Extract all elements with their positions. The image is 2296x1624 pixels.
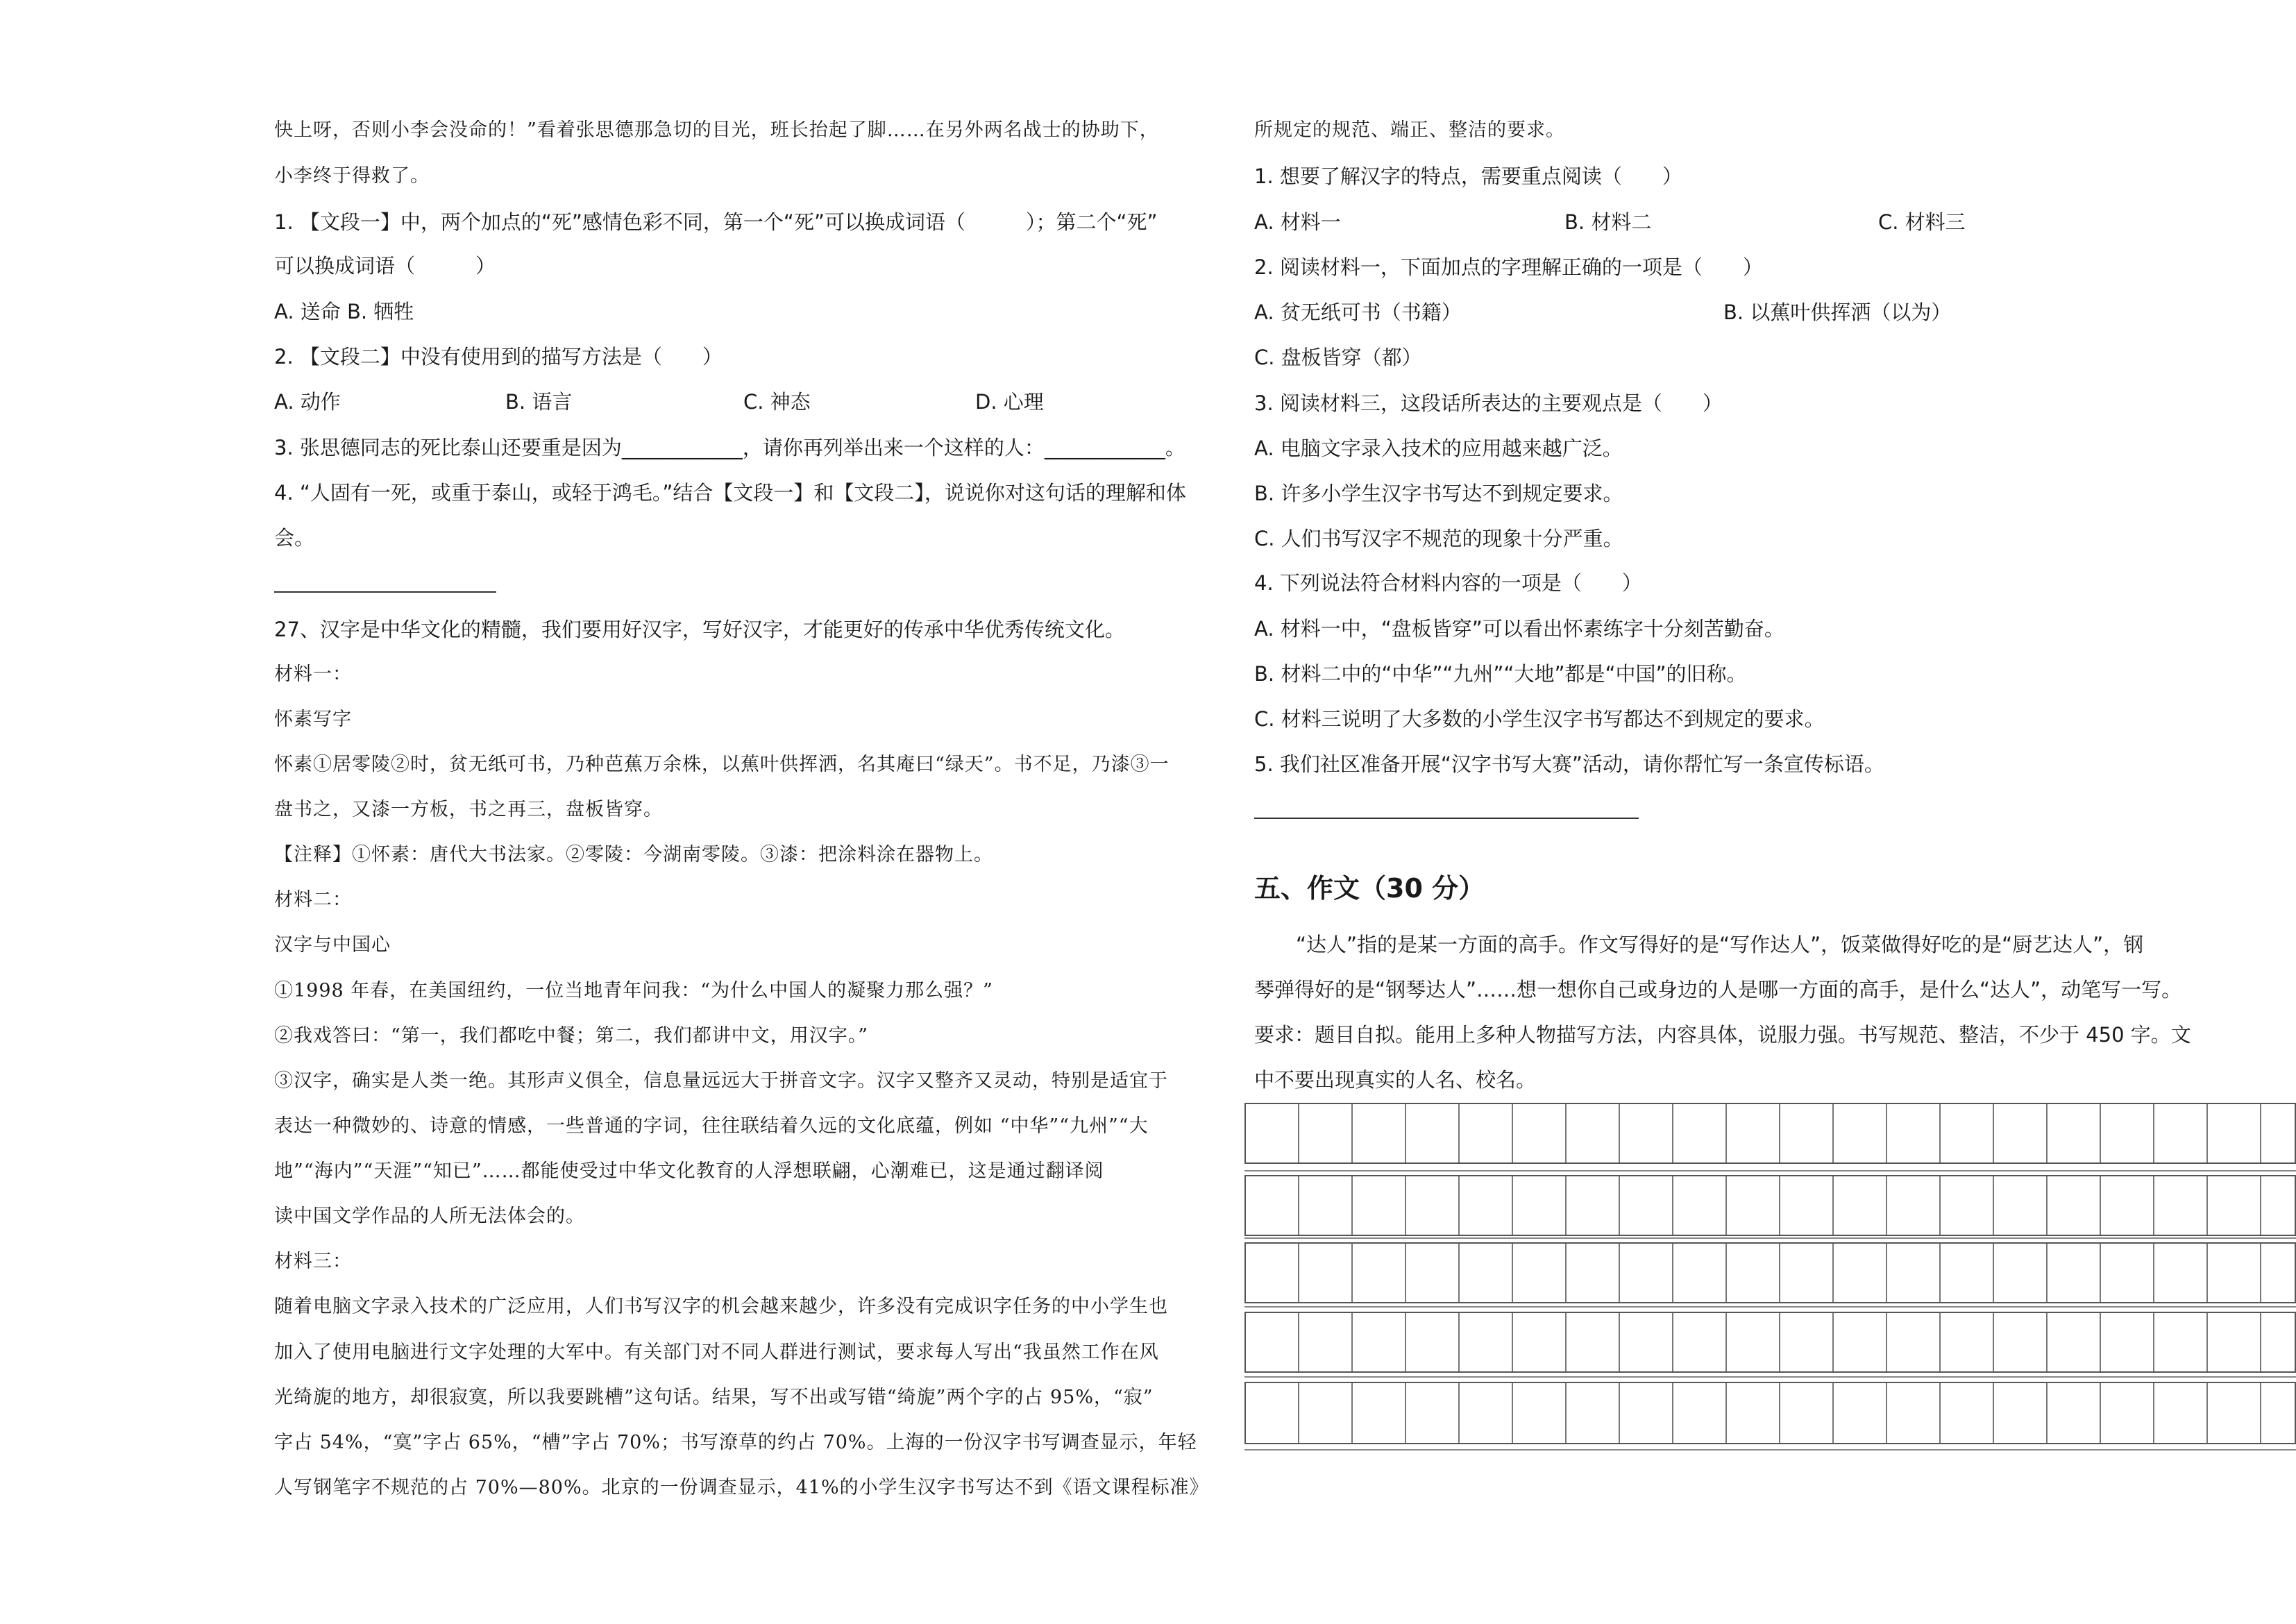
- grid-cell[interactable]: [1994, 1244, 2048, 1302]
- question-27: 27、汉字是中华文化的精髓，我们要用好汉字，写好汉字，才能更好的传承中华优秀传统文化。: [274, 618, 1125, 641]
- grid-cell[interactable]: [1353, 1176, 1406, 1235]
- material-2-text: 地”“海内”“天涯”“知已”……都能使受过中华文化教育的人浮想联翩，心潮难已，这是通过翻译阅: [274, 1160, 1104, 1182]
- grid-cell[interactable]: [1406, 1104, 1460, 1162]
- question-4-option: C. 材料三说明了大多数的小学生汉字书写都达不到规定的要求。: [1254, 707, 1825, 731]
- grid-cell[interactable]: [1941, 1313, 1994, 1371]
- grid-cell[interactable]: [1994, 1313, 2048, 1371]
- grid-cell[interactable]: [1834, 1383, 1887, 1443]
- question-1-option: B. 材料二: [1564, 210, 1652, 234]
- question-1: 1. 【文段一】中，两个加点的“死”感情色彩不同，第一个“死”可以换成词语（ ）；第二个“死”: [274, 210, 1158, 234]
- grid-cell[interactable]: [1299, 1313, 1353, 1371]
- grid-cell[interactable]: [1246, 1383, 1299, 1443]
- question-3: 3. 张思德同志的死比泰山还要重是因为____________，请你再列举出来一个这样的人：____________。: [274, 436, 1185, 459]
- grid-divider: [1244, 1170, 2296, 1172]
- grid-divider: [1244, 1306, 2296, 1308]
- grid-cell[interactable]: [1460, 1244, 1513, 1302]
- material-2-text: ②我戏答曰：“第一，我们都吃中餐；第二，我们都讲中文，用汉字。”: [274, 1025, 869, 1047]
- grid-cell[interactable]: [1780, 1244, 1834, 1302]
- grid-cell[interactable]: [1620, 1313, 1673, 1371]
- grid-cell[interactable]: [1513, 1176, 1567, 1235]
- section-heading: 五、作文（30 分）: [1254, 873, 1485, 904]
- question-5: 5. 我们社区准备开展“汉字书写大赛”活动，请你帮忙写一条宣传标语。: [1254, 752, 1884, 776]
- grid-cell[interactable]: [2208, 1313, 2261, 1371]
- grid-cell[interactable]: [2208, 1104, 2261, 1162]
- grid-cell[interactable]: [2208, 1383, 2261, 1443]
- grid-cell[interactable]: [1567, 1313, 1620, 1371]
- grid-cell[interactable]: [1727, 1176, 1780, 1235]
- grid-cell[interactable]: [1620, 1176, 1673, 1235]
- grid-cell[interactable]: [2101, 1313, 2154, 1371]
- grid-row[interactable]: [1244, 1175, 2296, 1236]
- grid-cell[interactable]: [2154, 1383, 2208, 1443]
- grid-cell[interactable]: [1780, 1383, 1834, 1443]
- grid-cell[interactable]: [1673, 1176, 1727, 1235]
- grid-divider: [1244, 1237, 2296, 1239]
- grid-cell[interactable]: [1406, 1244, 1460, 1302]
- question-3-option: A. 电脑文字录入技术的应用越来越广泛。: [1254, 437, 1623, 460]
- grid-cell[interactable]: [1353, 1104, 1406, 1162]
- material-1-text: 盘书之，又漆一方板，书之再三，盘板皆穿。: [274, 799, 663, 820]
- grid-cell[interactable]: [1673, 1383, 1727, 1443]
- grid-cell[interactable]: [1406, 1383, 1460, 1443]
- grid-cell[interactable]: [1887, 1104, 1941, 1162]
- grid-cell[interactable]: [1353, 1383, 1406, 1443]
- grid-cell[interactable]: [1299, 1244, 1353, 1302]
- question-3-option: B. 许多小学生汉字书写达不到规定要求。: [1254, 482, 1623, 505]
- grid-cell[interactable]: [1887, 1176, 1941, 1235]
- grid-cell[interactable]: [1780, 1313, 1834, 1371]
- grid-cell[interactable]: [1246, 1244, 1299, 1302]
- grid-cell[interactable]: [1353, 1313, 1406, 1371]
- material-2-text: 表达一种微妙的、诗意的情感，一些普通的字词，往往联结着久远的文化底蕴，例如 “中华”“九州”“大: [274, 1115, 1149, 1137]
- grid-cell[interactable]: [1246, 1176, 1299, 1235]
- question-2: 2. 【文段二】中没有使用到的描写方法是（ ）: [274, 345, 723, 369]
- material-1-label: 材料一：: [274, 663, 352, 685]
- passage-continuation: 所规定的规范、端正、整洁的要求。: [1254, 119, 1565, 141]
- grid-cell[interactable]: [1941, 1176, 1994, 1235]
- grid-cell[interactable]: [1887, 1383, 1941, 1443]
- grid-cell[interactable]: [2048, 1383, 2101, 1443]
- question-1-cont: 可以换成词语（ ）: [274, 254, 496, 278]
- grid-row[interactable]: [1244, 1103, 2296, 1164]
- question-4-cont: 会。: [274, 526, 315, 550]
- grid-cell[interactable]: [1460, 1383, 1513, 1443]
- grid-cell[interactable]: [2101, 1104, 2154, 1162]
- grid-cell[interactable]: [2208, 1244, 2261, 1302]
- grid-cell[interactable]: [2154, 1104, 2208, 1162]
- grid-cell[interactable]: [1567, 1244, 1620, 1302]
- material-1-title: 怀素写字: [274, 709, 352, 730]
- grid-cell[interactable]: [1567, 1383, 1620, 1443]
- question-1-option: A. 材料一: [1254, 210, 1341, 234]
- grid-cell[interactable]: [1834, 1313, 1887, 1371]
- grid-cell[interactable]: [1673, 1313, 1727, 1371]
- grid-cell[interactable]: [2208, 1176, 2261, 1235]
- grid-cell[interactable]: [1567, 1176, 1620, 1235]
- grid-cell[interactable]: [1406, 1176, 1460, 1235]
- grid-cell[interactable]: [1727, 1244, 1780, 1302]
- question-3: 3. 阅读材料三，这段话所表达的主要观点是（ ）: [1254, 391, 1723, 415]
- question-4-option: A. 材料一中，“盘板皆穿”可以看出怀素练字十分刻苦勤奋。: [1254, 617, 1784, 641]
- grid-cell[interactable]: [2048, 1313, 2101, 1371]
- grid-cell[interactable]: [1299, 1383, 1353, 1443]
- material-3-text: 光绮旎的地方，却很寂寞，所以我要跳槽”这句话。结果，写不出或写错“绮旎”两个字的占 95%，“寂”: [274, 1387, 1154, 1408]
- grid-cell[interactable]: [2048, 1176, 2101, 1235]
- material-1-text: 怀素①居零陵②时，贫无纸可书，乃种芭蕉万余株，以蕉叶供挥洒，名其庵曰“绿天”。书不足，乃漆③一: [274, 754, 1170, 775]
- material-2-label: 材料二：: [274, 889, 352, 911]
- essay-prompt: “达人”指的是某一方面的高手。作文写得好的是“写作达人”，饭菜做得好吃的是“厨艺达人”，钢: [1296, 933, 2144, 956]
- grid-cell[interactable]: [2154, 1244, 2208, 1302]
- grid-cell[interactable]: [1513, 1104, 1567, 1162]
- grid-cell[interactable]: [1887, 1313, 1941, 1371]
- grid-cell[interactable]: [1727, 1313, 1780, 1371]
- grid-cell[interactable]: [1780, 1176, 1834, 1235]
- grid-cell[interactable]: [2154, 1176, 2208, 1235]
- grid-divider: [1244, 1449, 2296, 1450]
- grid-cell[interactable]: [1406, 1313, 1460, 1371]
- grid-cell[interactable]: [1780, 1104, 1834, 1162]
- grid-cell[interactable]: [1460, 1313, 1513, 1371]
- question-4: 4. 下列说法符合材料内容的一项是（ ）: [1254, 571, 1642, 595]
- question-3-option: C. 人们书写汉字不规范的现象十分严重。: [1254, 527, 1623, 550]
- grid-cell[interactable]: [1246, 1104, 1299, 1162]
- grid-cell[interactable]: [1994, 1383, 2048, 1443]
- grid-divider: [1244, 1376, 2296, 1378]
- grid-row[interactable]: [1244, 1242, 2296, 1303]
- grid-row[interactable]: [1244, 1312, 2296, 1373]
- grid-cell[interactable]: [1353, 1244, 1406, 1302]
- question-1-options: A. 送命 B. 牺牲: [274, 300, 414, 323]
- grid-cell[interactable]: [2101, 1176, 2154, 1235]
- material-3-text: 字占 54%，“寞”字占 65%，“槽”字占 70%；书写潦草的约占 70%。上海的一份汉字书写调查显示，年轻: [274, 1432, 1197, 1453]
- question-4-option: B. 材料二中的“中华”“九州”“大地”都是“中国”的旧称。: [1254, 662, 1747, 686]
- grid-cell[interactable]: [1834, 1176, 1887, 1235]
- material-2-text: ①1998 年春，在美国纽约，一位当地青年问我：“为什么中国人的凝聚力那么强？”: [274, 980, 993, 1001]
- question-1: 1. 想要了解汉字的特点，需要重点阅读（ ）: [1254, 164, 1682, 188]
- grid-cell[interactable]: [1941, 1104, 1994, 1162]
- grid-cell[interactable]: [2048, 1244, 2101, 1302]
- essay-requirements: 要求：题目自拟。能用上多种人物描写方法，内容具体，说服力强。书写规范、整洁，不少于 450 字。文: [1254, 1023, 2191, 1047]
- grid-cell[interactable]: [1513, 1244, 1567, 1302]
- grid-cell[interactable]: [1246, 1313, 1299, 1371]
- grid-cell[interactable]: [1460, 1104, 1513, 1162]
- material-3-text: 人写钢笔字不规范的占 70%—80%。北京的一份调查显示，41%的小学生汉字书写达不到《语文课程标准》: [274, 1477, 1209, 1498]
- material-2-text: 读中国文学作品的人所无法体会的。: [274, 1206, 585, 1227]
- material-2-text: ③汉字，确实是人类一绝。其形声义俱全，信息量远远大于拼音文字。汉字又整齐又灵动，特别是适宜于: [274, 1070, 1168, 1092]
- grid-cell[interactable]: [1727, 1383, 1780, 1443]
- grid-cell[interactable]: [1513, 1313, 1567, 1371]
- question-1-option: C. 材料三: [1878, 210, 1966, 234]
- grid-cell[interactable]: [1620, 1104, 1673, 1162]
- grid-cell[interactable]: [1994, 1104, 2048, 1162]
- question-2-option: D. 心理: [975, 390, 1044, 414]
- grid-cell[interactable]: [1299, 1104, 1353, 1162]
- grid-cell[interactable]: [1941, 1383, 1994, 1443]
- grid-cell[interactable]: [1620, 1244, 1673, 1302]
- question-2-option: B. 以蕉叶供挥洒（以为）: [1723, 301, 1952, 324]
- question-2-option: C. 神态: [743, 390, 811, 414]
- grid-cell[interactable]: [1673, 1244, 1727, 1302]
- material-1-note: 【注释】①怀素：唐代大书法家。②零陵：今湖南零陵。③漆：把涂料涂在器物上。: [274, 844, 993, 865]
- grid-cell[interactable]: [1834, 1104, 1887, 1162]
- question-2-option: C. 盘板皆穿（都）: [1254, 346, 1422, 369]
- grid-cell[interactable]: [2101, 1244, 2154, 1302]
- grid-cell[interactable]: [2048, 1104, 2101, 1162]
- answer-line: [274, 591, 496, 593]
- essay-requirements: 中不要出现真实的人名、校名。: [1254, 1068, 1537, 1092]
- grid-cell[interactable]: [2101, 1383, 2154, 1443]
- grid-cell[interactable]: [1513, 1383, 1567, 1443]
- grid-cell[interactable]: [1673, 1104, 1727, 1162]
- grid-cell[interactable]: [1887, 1244, 1941, 1302]
- grid-cell[interactable]: [1567, 1104, 1620, 1162]
- material-3-text: 随着电脑文字录入技术的广泛应用，人们书写汉字的机会越来越少，许多没有完成识字任务的中小学生也: [274, 1296, 1168, 1317]
- material-3-label: 材料三：: [274, 1251, 352, 1272]
- answer-line: [1254, 818, 1639, 819]
- grid-cell[interactable]: [1299, 1176, 1353, 1235]
- passage-continuation: 快上呀，否则小李会没命的！”看着张思德那急切的目光，班长抬起了脚……在另外两名战士的协助下，: [274, 119, 1159, 141]
- grid-cell[interactable]: [1727, 1104, 1780, 1162]
- grid-cell[interactable]: [1941, 1244, 1994, 1302]
- grid-cell[interactable]: [1460, 1176, 1513, 1235]
- grid-cell[interactable]: [2154, 1313, 2208, 1371]
- grid-row[interactable]: [1244, 1382, 2296, 1444]
- grid-cell[interactable]: [1994, 1176, 2048, 1235]
- passage-continuation: 小李终于得救了。: [274, 165, 430, 187]
- grid-cell[interactable]: [1834, 1244, 1887, 1302]
- question-2-option: B. 语言: [505, 390, 573, 414]
- material-3-text: 加入了使用电脑进行文字处理的大军中。有关部门对不同人群进行测试，要求每人写出“我虽然工作在风: [274, 1342, 1159, 1363]
- question-4: 4. “人固有一死，或重于泰山，或轻于鸿毛。”结合【文段一】和【文段二】，说说你对这句话的理解和体: [274, 481, 1186, 505]
- grid-cell[interactable]: [1620, 1383, 1673, 1443]
- question-2-option: A. 贫无纸可书（书籍）: [1254, 301, 1462, 324]
- material-2-title: 汉字与中国心: [274, 934, 391, 956]
- question-2: 2. 阅读材料一，下面加点的字理解正确的一项是（ ）: [1254, 255, 1763, 279]
- question-2-option: A. 动作: [274, 390, 341, 414]
- essay-prompt: 琴弹得好的是“钢琴达人”……想一想你自己或身边的人是哪一方面的高手，是什么“达人”，动笔写一写。: [1254, 978, 2182, 1001]
